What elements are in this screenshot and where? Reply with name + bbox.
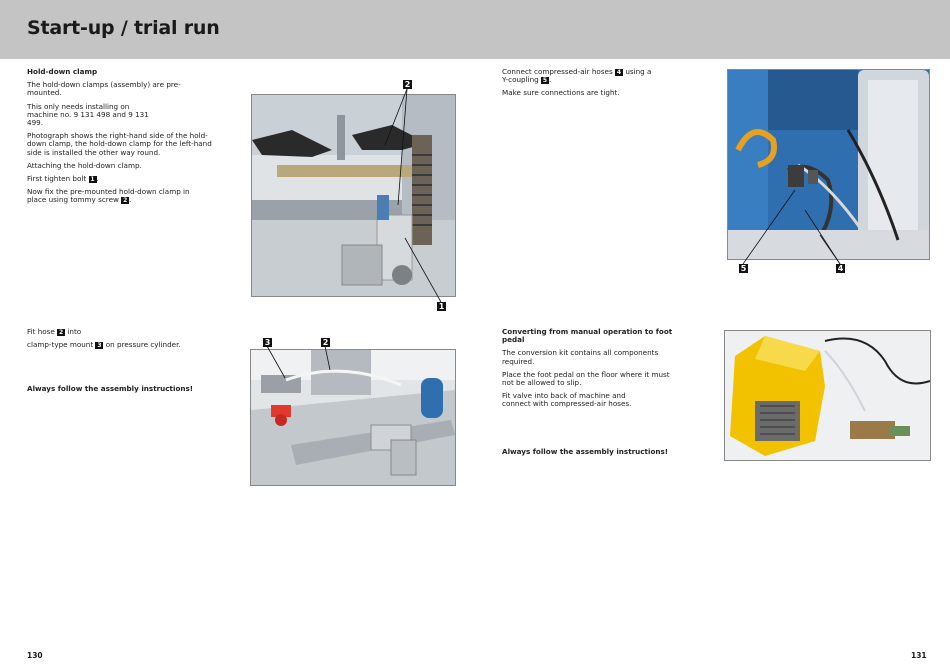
callout-3-photo2: 3 [264, 338, 271, 347]
hose-fitting-text [27, 328, 217, 399]
paragraph: Make sure connections are tight. [502, 88, 620, 98]
callout-5-photo3: 5 [740, 264, 747, 273]
paragraph: Fit valve into back of machine and connect with compressed-air hoses. [502, 391, 632, 409]
reference-badge: 2 [59, 328, 64, 336]
foot-pedal-text [502, 328, 677, 461]
callout-2-photo1: 2 [404, 80, 411, 89]
assembly-warning: Always follow the assembly instructions! [502, 446, 669, 456]
compressed-air-illustration [728, 70, 929, 259]
callout-1-photo1: 1 [438, 302, 445, 311]
callout-2-photo2: 2 [322, 338, 329, 347]
hold-down-clamp-text [27, 68, 212, 210]
reference-badge: 3 [97, 341, 102, 349]
paragraph [27, 341, 217, 349]
paragraph: The conversion kit contains all components required. [502, 348, 659, 366]
reference-badge: 2 [123, 196, 128, 204]
text-span: into [67, 327, 82, 336]
paragraph [27, 188, 197, 204]
reference-badge: 5 [542, 76, 548, 84]
paragraph [27, 175, 212, 183]
text-span: on pressure cylinder. [105, 340, 181, 350]
hold-down-clamp-photo [251, 94, 456, 297]
reference-badge: 4 [616, 68, 622, 76]
foot-pedal-illustration [725, 331, 930, 460]
paragraph: Attaching the hold-down clamp. [27, 160, 142, 170]
section-heading: Hold-down clamp [27, 67, 98, 76]
text-span: clamp-type mount [27, 340, 94, 350]
hose-mount-illustration [251, 350, 455, 485]
paragraph: Photograph shows the right-hand side of the hold-down clamp, the hold-down clamp for the left-hand side is installed the other way round. [27, 131, 212, 157]
text-span: using a Y-coupling [502, 67, 652, 85]
assembly-warning: Always follow the assembly instructions! [27, 384, 194, 394]
paragraph: The hold-down clamps (assembly) are pre-mounted. [27, 80, 181, 98]
text-span: First tighten bolt [27, 174, 87, 184]
page-header [0, 0, 950, 59]
text-span: Fit hose [27, 327, 55, 336]
text-span: . [96, 174, 99, 184]
reference-badge: 1 [90, 175, 95, 183]
compressed-air-text [502, 68, 652, 103]
text-span: . [129, 195, 132, 205]
section-heading: Converting from manual operation to foot pedal [502, 327, 673, 345]
paragraph: This only needs installing on machine no. 9 131 498 and 9 131 499. [27, 101, 149, 128]
page-title: Start-up / trial run [27, 17, 220, 39]
page-number-right: 131 [911, 651, 927, 660]
hold-down-clamp-illustration [252, 95, 455, 296]
compressed-air-photo [727, 69, 930, 260]
hose-mount-photo [250, 349, 456, 486]
paragraph [27, 328, 217, 336]
callout-4-photo3: 4 [837, 264, 844, 273]
paragraph: Place the foot pedal on the floor where it must not be allowed to slip. [502, 369, 670, 388]
paragraph [502, 68, 652, 84]
text-span: . [549, 75, 552, 85]
text-span: Connect compressed-air hoses [502, 67, 613, 76]
page-number-left: 130 [27, 651, 43, 660]
text-span: Now fix the pre-mounted hold-down clamp in place using tommy screw [27, 187, 190, 205]
foot-pedal-photo [724, 330, 931, 461]
